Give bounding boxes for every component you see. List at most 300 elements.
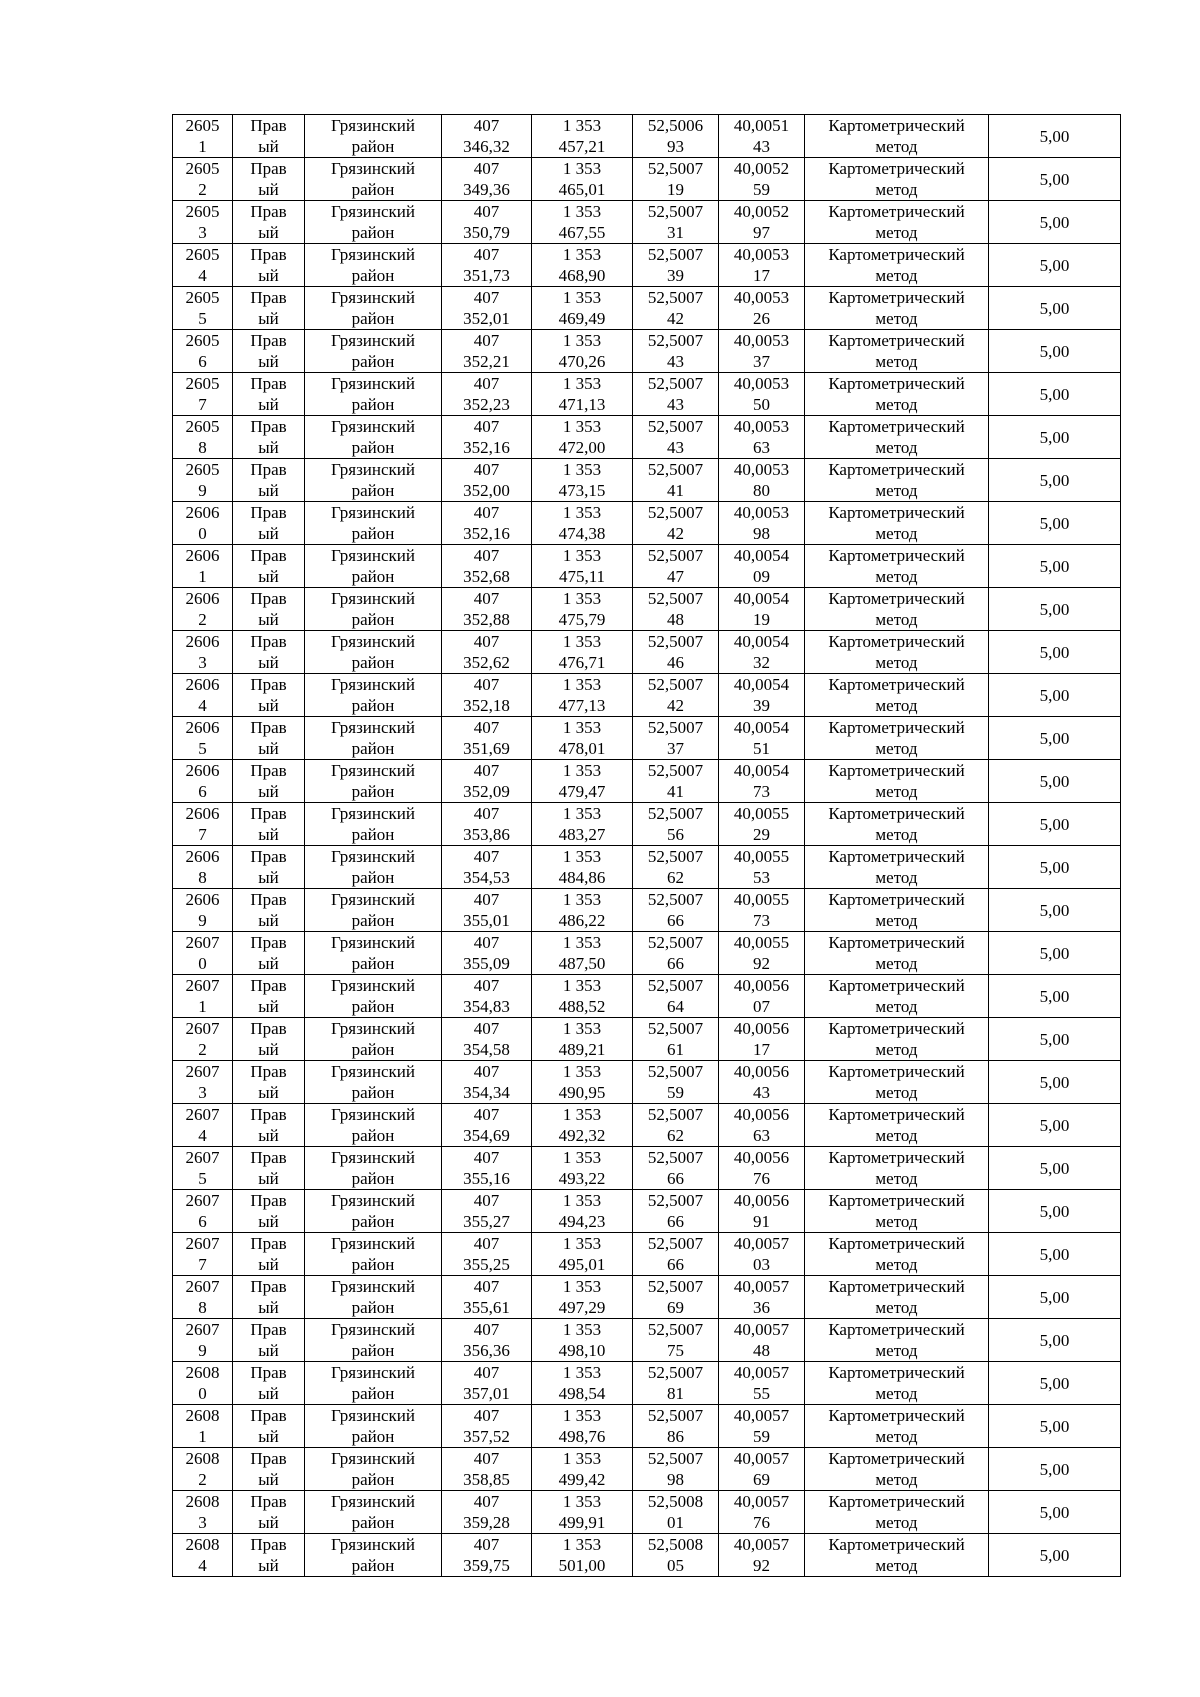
latitude-cell-line-1: 52,5007 xyxy=(647,1363,704,1382)
district-cell xyxy=(305,330,442,373)
district-cell-line-1: Грязинский xyxy=(331,1492,415,1511)
district-cell-line-1: Грязинский xyxy=(331,976,415,995)
longitude-cell-line-1: 40,0056 xyxy=(733,1062,790,1081)
district-cell-line-1: Грязинский xyxy=(331,1062,415,1081)
bank-side-cell xyxy=(233,1061,305,1104)
district-cell-line-1: Грязинский xyxy=(331,116,415,135)
coordinate-y-cell-line-1: 1 353 xyxy=(562,804,602,823)
method-cell-line-2: метод xyxy=(875,954,918,973)
point-number-cell-line-2: 8 xyxy=(198,868,207,887)
bank-side-cell-line-2: ый xyxy=(258,395,279,414)
coordinate-y-cell-line-2: 465,01 xyxy=(558,180,606,199)
method-cell-line-2: метод xyxy=(875,1040,918,1059)
district-cell xyxy=(305,588,442,631)
bank-side-cell-line-1: Прав xyxy=(250,503,287,522)
district-cell xyxy=(305,545,442,588)
latitude-cell-line-2: 69 xyxy=(667,1298,684,1317)
district-cell-line-1: Грязинский xyxy=(331,1105,415,1124)
longitude-cell-line-1: 40,0054 xyxy=(733,761,790,780)
table-row xyxy=(173,975,1121,1018)
coordinate-y-cell-line-1: 1 353 xyxy=(562,1535,602,1554)
coordinate-y-cell-line-2: 467,55 xyxy=(558,223,606,242)
district-cell xyxy=(305,1233,442,1276)
coordinate-x-cell-line-2: 356,36 xyxy=(463,1341,510,1360)
longitude-cell xyxy=(719,1405,805,1448)
latitude-cell-line-2: 62 xyxy=(667,1126,684,1145)
accuracy-cell: 5,00 xyxy=(989,1362,1121,1405)
point-number-cell xyxy=(173,1405,233,1448)
point-number-cell-line-1: 2605 xyxy=(185,288,220,307)
method-cell-line-2: метод xyxy=(875,911,918,930)
coordinate-y-cell-line-2: 476,71 xyxy=(558,653,606,672)
coordinate-y-cell-line-2: 487,50 xyxy=(558,954,606,973)
method-cell-line-1: Картометрический xyxy=(828,632,965,651)
accuracy-cell: 5,00 xyxy=(989,760,1121,803)
bank-side-cell-line-2: ый xyxy=(258,1513,279,1532)
point-number-cell-line-2: 9 xyxy=(198,911,207,930)
bank-side-cell xyxy=(233,674,305,717)
latitude-cell xyxy=(633,373,719,416)
district-cell-line-2: район xyxy=(351,1470,395,1489)
point-number-cell-line-2: 2 xyxy=(198,610,207,629)
longitude-cell xyxy=(719,631,805,674)
bank-side-cell-line-2: ый xyxy=(258,1384,279,1403)
longitude-cell-line-1: 40,0053 xyxy=(733,374,790,393)
latitude-cell-line-2: 98 xyxy=(667,1470,684,1489)
bank-side-cell xyxy=(233,115,305,158)
longitude-cell-line-2: 43 xyxy=(753,1083,770,1102)
method-cell-line-2: метод xyxy=(875,180,918,199)
latitude-cell-line-2: 41 xyxy=(667,782,684,801)
method-cell-line-1: Картометрический xyxy=(828,288,965,307)
point-number-cell-line-1: 2605 xyxy=(185,245,220,264)
table-row xyxy=(173,1534,1121,1577)
coordinate-x-cell xyxy=(442,1104,532,1147)
point-number-cell-line-1: 2605 xyxy=(185,159,220,178)
coordinate-y-cell xyxy=(532,502,633,545)
district-cell xyxy=(305,1276,442,1319)
bank-side-cell-line-1: Прав xyxy=(250,374,287,393)
latitude-cell xyxy=(633,846,719,889)
coordinate-y-cell-line-1: 1 353 xyxy=(562,1234,602,1253)
district-cell-line-1: Грязинский xyxy=(331,1234,415,1253)
latitude-cell-line-2: 46 xyxy=(667,653,684,672)
coordinate-x-cell-line-1: 407 xyxy=(473,890,500,909)
coordinate-y-cell xyxy=(532,588,633,631)
coordinate-x-cell-line-1: 407 xyxy=(473,632,500,651)
district-cell-line-1: Грязинский xyxy=(331,1449,415,1468)
table-row xyxy=(173,631,1121,674)
table-row xyxy=(173,846,1121,889)
longitude-cell-line-1: 40,0051 xyxy=(733,116,790,135)
bank-side-cell xyxy=(233,975,305,1018)
point-number-cell-line-1: 2607 xyxy=(185,1234,220,1253)
bank-side-cell xyxy=(233,803,305,846)
longitude-cell xyxy=(719,244,805,287)
coordinate-y-cell-line-1: 1 353 xyxy=(562,546,602,565)
longitude-cell-line-1: 40,0055 xyxy=(733,804,790,823)
coordinate-x-cell-line-2: 355,16 xyxy=(463,1169,510,1188)
coordinate-y-cell-line-2: 478,01 xyxy=(558,739,606,758)
latitude-cell xyxy=(633,1104,719,1147)
district-cell-line-1: Грязинский xyxy=(331,632,415,651)
coordinate-y-cell-line-2: 472,00 xyxy=(558,438,606,457)
point-number-cell xyxy=(173,115,233,158)
bank-side-cell-line-1: Прав xyxy=(250,245,287,264)
coordinate-y-cell-line-1: 1 353 xyxy=(562,1492,602,1511)
bank-side-cell xyxy=(233,287,305,330)
point-number-cell-line-2: 0 xyxy=(198,1384,207,1403)
method-cell-line-1: Картометрический xyxy=(828,116,965,135)
longitude-cell xyxy=(719,717,805,760)
coordinate-x-cell xyxy=(442,287,532,330)
accuracy-cell: 5,00 xyxy=(989,846,1121,889)
longitude-cell-line-2: 07 xyxy=(753,997,770,1016)
method-cell xyxy=(805,1147,989,1190)
method-cell xyxy=(805,932,989,975)
district-cell-line-2: район xyxy=(351,524,395,543)
method-cell xyxy=(805,1018,989,1061)
point-number-cell-line-2: 5 xyxy=(198,309,207,328)
latitude-cell xyxy=(633,1190,719,1233)
latitude-cell-line-1: 52,5007 xyxy=(647,1191,704,1210)
point-number-cell-line-1: 2607 xyxy=(185,1320,220,1339)
district-cell-line-2: район xyxy=(351,1384,395,1403)
latitude-cell xyxy=(633,115,719,158)
longitude-cell-line-1: 40,0053 xyxy=(733,460,790,479)
point-number-cell-line-2: 6 xyxy=(198,352,207,371)
latitude-cell xyxy=(633,1061,719,1104)
point-number-cell-line-1: 2607 xyxy=(185,976,220,995)
bank-side-cell xyxy=(233,1491,305,1534)
coordinate-x-cell xyxy=(442,330,532,373)
table-row xyxy=(173,1448,1121,1491)
district-cell-line-2: район xyxy=(351,1427,395,1446)
district-cell-line-2: район xyxy=(351,739,395,758)
accuracy-cell: 5,00 xyxy=(989,588,1121,631)
method-cell-line-1: Картометрический xyxy=(828,1062,965,1081)
longitude-cell-line-2: 53 xyxy=(753,868,770,887)
latitude-cell xyxy=(633,1147,719,1190)
longitude-cell xyxy=(719,1319,805,1362)
bank-side-cell-line-1: Прав xyxy=(250,589,287,608)
coordinate-x-cell-line-1: 407 xyxy=(473,1062,500,1081)
coordinate-y-cell-line-2: 468,90 xyxy=(558,266,606,285)
bank-side-cell-line-2: ый xyxy=(258,911,279,930)
coordinate-x-cell-line-1: 407 xyxy=(473,718,500,737)
coordinate-y-cell-line-1: 1 353 xyxy=(562,1320,602,1339)
point-number-cell xyxy=(173,1276,233,1319)
latitude-cell-line-1: 52,5008 xyxy=(647,1535,704,1554)
coordinate-x-cell-line-2: 349,36 xyxy=(463,180,510,199)
bank-side-cell-line-1: Прав xyxy=(250,976,287,995)
bank-side-cell xyxy=(233,760,305,803)
coordinate-x-cell-line-2: 352,16 xyxy=(463,524,510,543)
coordinate-x-cell-line-1: 407 xyxy=(473,804,500,823)
bank-side-cell-line-1: Прав xyxy=(250,116,287,135)
latitude-cell xyxy=(633,459,719,502)
district-cell-line-2: район xyxy=(351,911,395,930)
bank-side-cell xyxy=(233,932,305,975)
point-number-cell xyxy=(173,244,233,287)
coordinate-y-cell-line-2: 473,15 xyxy=(558,481,606,500)
bank-side-cell-line-2: ый xyxy=(258,180,279,199)
latitude-cell-line-2: 43 xyxy=(667,438,684,457)
latitude-cell xyxy=(633,1534,719,1577)
district-cell-line-2: район xyxy=(351,610,395,629)
method-cell-line-1: Картометрический xyxy=(828,1535,965,1554)
coordinate-x-cell-line-1: 407 xyxy=(473,159,500,178)
coordinate-x-cell-line-2: 355,25 xyxy=(463,1255,510,1274)
method-cell-line-1: Картометрический xyxy=(828,546,965,565)
latitude-cell-line-1: 52,5007 xyxy=(647,976,704,995)
coordinate-x-cell-line-1: 407 xyxy=(473,675,500,694)
longitude-cell xyxy=(719,1534,805,1577)
coordinate-x-cell-line-1: 407 xyxy=(473,1406,500,1425)
district-cell-line-2: район xyxy=(351,1298,395,1317)
method-cell-line-2: метод xyxy=(875,825,918,844)
district-cell-line-1: Грязинский xyxy=(331,1320,415,1339)
coordinate-x-cell-line-2: 354,34 xyxy=(463,1083,510,1102)
coordinate-x-cell-line-2: 355,61 xyxy=(463,1298,510,1317)
table-row xyxy=(173,1147,1121,1190)
coordinate-y-cell xyxy=(532,115,633,158)
district-cell-line-1: Грязинский xyxy=(331,847,415,866)
bank-side-cell xyxy=(233,588,305,631)
method-cell-line-1: Картометрический xyxy=(828,761,965,780)
latitude-cell-line-1: 52,5006 xyxy=(647,116,704,135)
latitude-cell xyxy=(633,1491,719,1534)
district-cell-line-1: Грязинский xyxy=(331,1406,415,1425)
longitude-cell-line-2: 50 xyxy=(753,395,770,414)
latitude-cell xyxy=(633,244,719,287)
coordinate-x-cell-line-1: 407 xyxy=(473,460,500,479)
point-number-cell xyxy=(173,1491,233,1534)
coordinate-x-cell-line-2: 352,21 xyxy=(463,352,510,371)
latitude-cell-line-2: 56 xyxy=(667,825,684,844)
longitude-cell-line-1: 40,0056 xyxy=(733,1148,790,1167)
accuracy-cell: 5,00 xyxy=(989,115,1121,158)
method-cell-line-1: Картометрический xyxy=(828,1320,965,1339)
method-cell xyxy=(805,717,989,760)
method-cell-line-2: метод xyxy=(875,1470,918,1489)
accuracy-cell: 5,00 xyxy=(989,287,1121,330)
district-cell-line-2: район xyxy=(351,782,395,801)
district-cell-line-2: район xyxy=(351,1126,395,1145)
coordinate-y-cell xyxy=(532,889,633,932)
coordinate-x-cell xyxy=(442,1018,532,1061)
method-cell xyxy=(805,846,989,889)
district-cell xyxy=(305,201,442,244)
latitude-cell-line-2: 37 xyxy=(667,739,684,758)
bank-side-cell-line-2: ый xyxy=(258,137,279,156)
longitude-cell-line-2: 51 xyxy=(753,739,770,758)
district-cell-line-1: Грязинский xyxy=(331,245,415,264)
coordinate-x-cell-line-2: 352,09 xyxy=(463,782,510,801)
longitude-cell-line-2: 03 xyxy=(753,1255,770,1274)
point-number-cell xyxy=(173,932,233,975)
longitude-cell xyxy=(719,158,805,201)
table-row xyxy=(173,1276,1121,1319)
latitude-cell xyxy=(633,201,719,244)
longitude-cell-line-2: 59 xyxy=(753,180,770,199)
district-cell-line-2: район xyxy=(351,954,395,973)
bank-side-cell-line-2: ый xyxy=(258,481,279,500)
point-number-cell-line-1: 2608 xyxy=(185,1535,220,1554)
point-number-cell-line-2: 0 xyxy=(198,524,207,543)
longitude-cell-line-2: 91 xyxy=(753,1212,770,1231)
latitude-cell xyxy=(633,932,719,975)
bank-side-cell-line-1: Прав xyxy=(250,847,287,866)
point-number-cell xyxy=(173,1147,233,1190)
latitude-cell-line-1: 52,5007 xyxy=(647,159,704,178)
method-cell-line-2: метод xyxy=(875,610,918,629)
coordinate-x-cell xyxy=(442,1061,532,1104)
latitude-cell xyxy=(633,803,719,846)
table-row xyxy=(173,1491,1121,1534)
point-number-cell xyxy=(173,674,233,717)
point-number-cell xyxy=(173,330,233,373)
longitude-cell-line-2: 17 xyxy=(753,1040,770,1059)
coordinate-y-cell-line-1: 1 353 xyxy=(562,202,602,221)
point-number-cell-line-2: 1 xyxy=(198,137,207,156)
longitude-cell-line-1: 40,0052 xyxy=(733,159,790,178)
longitude-cell xyxy=(719,416,805,459)
coordinate-y-cell-line-1: 1 353 xyxy=(562,1363,602,1382)
district-cell xyxy=(305,158,442,201)
method-cell-line-1: Картометрический xyxy=(828,718,965,737)
bank-side-cell-line-1: Прав xyxy=(250,331,287,350)
district-cell xyxy=(305,674,442,717)
longitude-cell xyxy=(719,1491,805,1534)
longitude-cell-line-1: 40,0057 xyxy=(733,1406,790,1425)
bank-side-cell-line-2: ый xyxy=(258,997,279,1016)
district-cell-line-2: район xyxy=(351,352,395,371)
latitude-cell-line-2: 42 xyxy=(667,524,684,543)
district-cell-line-1: Грязинский xyxy=(331,718,415,737)
longitude-cell xyxy=(719,760,805,803)
longitude-cell-line-1: 40,0054 xyxy=(733,546,790,565)
coordinate-y-cell-line-2: 497,29 xyxy=(558,1298,606,1317)
district-cell xyxy=(305,760,442,803)
method-cell-line-2: метод xyxy=(875,1083,918,1102)
bank-side-cell xyxy=(233,1405,305,1448)
district-cell-line-2: район xyxy=(351,395,395,414)
accuracy-cell: 5,00 xyxy=(989,158,1121,201)
longitude-cell-line-2: 59 xyxy=(753,1427,770,1446)
method-cell xyxy=(805,373,989,416)
district-cell-line-1: Грязинский xyxy=(331,331,415,350)
point-number-cell-line-1: 2606 xyxy=(185,546,220,565)
latitude-cell-line-1: 52,5007 xyxy=(647,1148,704,1167)
bank-side-cell-line-1: Прав xyxy=(250,1363,287,1382)
longitude-cell xyxy=(719,588,805,631)
method-cell-line-2: метод xyxy=(875,868,918,887)
bank-side-cell-line-1: Прав xyxy=(250,1105,287,1124)
accuracy-cell: 5,00 xyxy=(989,1276,1121,1319)
accuracy-cell: 5,00 xyxy=(989,674,1121,717)
method-cell-line-2: метод xyxy=(875,1255,918,1274)
coordinate-y-cell xyxy=(532,1104,633,1147)
accuracy-cell: 5,00 xyxy=(989,1018,1121,1061)
table-row xyxy=(173,201,1121,244)
bank-side-cell-line-2: ый xyxy=(258,1212,279,1231)
longitude-cell xyxy=(719,459,805,502)
bank-side-cell-line-2: ый xyxy=(258,653,279,672)
longitude-cell-line-2: 39 xyxy=(753,696,770,715)
latitude-cell-line-1: 52,5007 xyxy=(647,1234,704,1253)
method-cell-line-2: метод xyxy=(875,653,918,672)
coordinate-x-cell-line-2: 355,01 xyxy=(463,911,510,930)
bank-side-cell xyxy=(233,416,305,459)
coordinate-y-cell-line-1: 1 353 xyxy=(562,1191,602,1210)
coordinate-x-cell-line-1: 407 xyxy=(473,288,500,307)
method-cell-line-2: метод xyxy=(875,395,918,414)
bank-side-cell xyxy=(233,330,305,373)
district-cell-line-1: Грязинский xyxy=(331,546,415,565)
coordinate-y-cell-line-1: 1 353 xyxy=(562,116,602,135)
latitude-cell-line-1: 52,5007 xyxy=(647,1406,704,1425)
district-cell-line-2: район xyxy=(351,696,395,715)
point-number-cell-line-2: 3 xyxy=(198,223,207,242)
table-row xyxy=(173,1104,1121,1147)
latitude-cell xyxy=(633,760,719,803)
latitude-cell xyxy=(633,1319,719,1362)
coordinate-y-cell-line-1: 1 353 xyxy=(562,1148,602,1167)
point-number-cell xyxy=(173,803,233,846)
method-cell-line-1: Картометрический xyxy=(828,847,965,866)
coordinate-x-cell xyxy=(442,244,532,287)
district-cell-line-1: Грязинский xyxy=(331,417,415,436)
coordinate-y-cell xyxy=(532,846,633,889)
method-cell xyxy=(805,1491,989,1534)
bank-side-cell xyxy=(233,717,305,760)
coordinate-x-cell-line-2: 355,27 xyxy=(463,1212,510,1231)
method-cell-line-1: Картометрический xyxy=(828,933,965,952)
coordinate-y-cell-line-2: 498,54 xyxy=(558,1384,606,1403)
coordinate-x-cell-line-1: 407 xyxy=(473,847,500,866)
longitude-cell xyxy=(719,287,805,330)
longitude-cell xyxy=(719,1104,805,1147)
coordinate-y-cell-line-1: 1 353 xyxy=(562,847,602,866)
longitude-cell-line-2: 26 xyxy=(753,309,770,328)
accuracy-cell: 5,00 xyxy=(989,330,1121,373)
point-number-cell xyxy=(173,975,233,1018)
bank-side-cell-line-1: Прав xyxy=(250,804,287,823)
longitude-cell-line-1: 40,0057 xyxy=(733,1449,790,1468)
bank-side-cell-line-1: Прав xyxy=(250,1320,287,1339)
latitude-cell xyxy=(633,1018,719,1061)
coordinate-x-cell-line-1: 407 xyxy=(473,546,500,565)
method-cell-line-1: Картометрический xyxy=(828,1191,965,1210)
method-cell-line-2: метод xyxy=(875,438,918,457)
coordinate-x-cell-line-2: 355,09 xyxy=(463,954,510,973)
point-number-cell-line-2: 8 xyxy=(198,1298,207,1317)
method-cell xyxy=(805,1448,989,1491)
coordinate-y-cell xyxy=(532,631,633,674)
latitude-cell xyxy=(633,287,719,330)
latitude-cell-line-1: 52,5007 xyxy=(647,804,704,823)
bank-side-cell xyxy=(233,1534,305,1577)
district-cell xyxy=(305,846,442,889)
method-cell xyxy=(805,244,989,287)
coordinate-y-cell-line-2: 488,52 xyxy=(558,997,606,1016)
bank-side-cell-line-1: Прав xyxy=(250,1406,287,1425)
bank-side-cell-line-2: ый xyxy=(258,1126,279,1145)
coordinate-y-cell-line-2: 475,11 xyxy=(558,567,606,586)
coordinate-y-cell xyxy=(532,1491,633,1534)
coordinate-y-cell-line-2: 494,23 xyxy=(558,1212,606,1231)
